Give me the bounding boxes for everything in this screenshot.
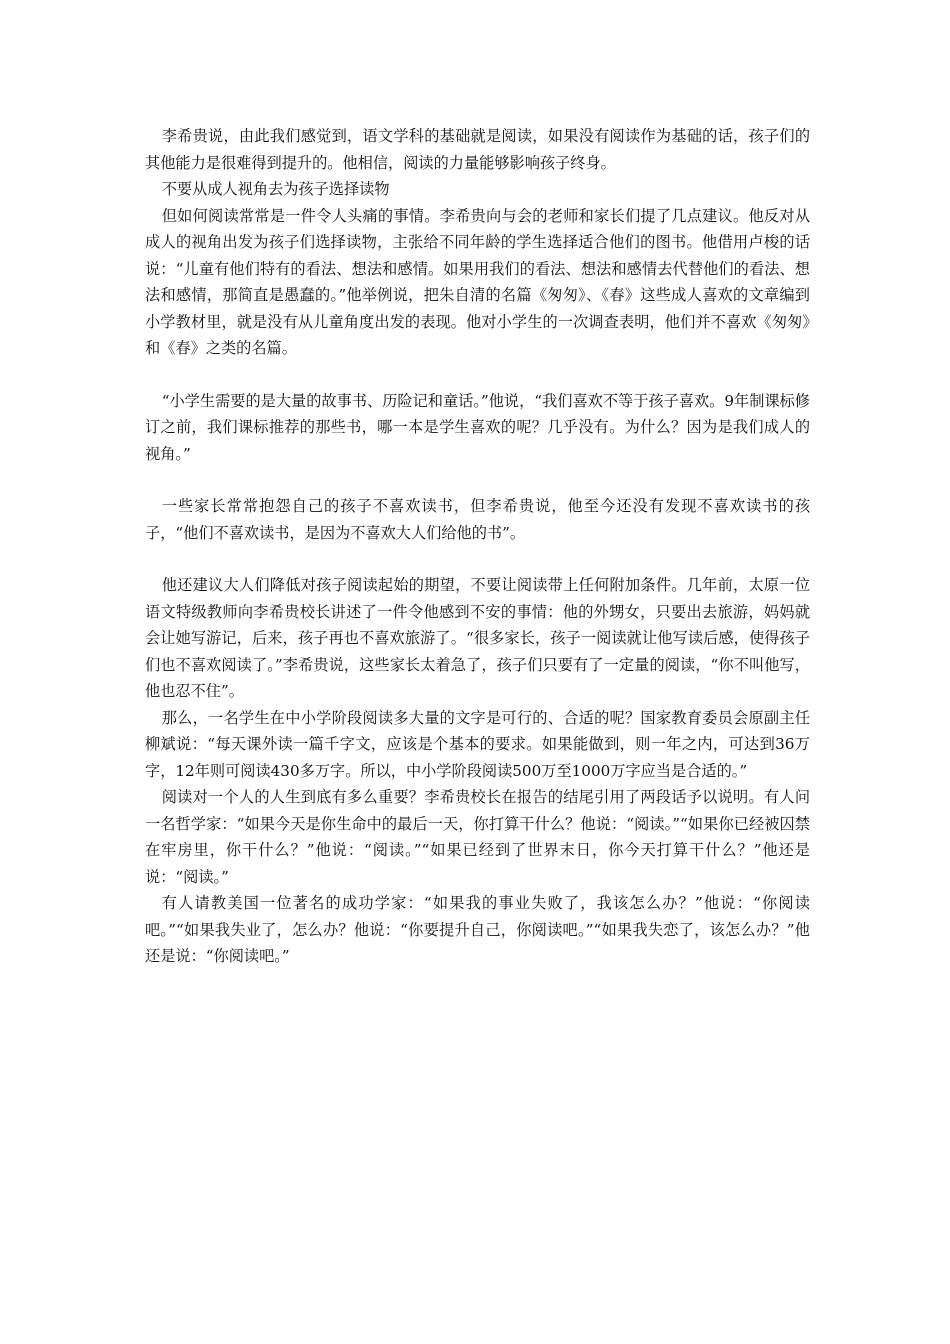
paragraph-success-expert: 有人请教美国一位著名的成功学家：“如果我的事业失败了，我该怎么办？”他说：“你阅读吧。”“如果我失业了，怎么办？他说：“你要提升自己，你阅读吧。”“如果我失恋了，该怎么办？”他还是说：“你阅读吧。” [145,894,810,965]
section-heading: 不要从成人视角去为孩子选择读物 [161,180,390,198]
paragraph-adult-perspective: 但如何阅读常常是一件令人头痛的事情。李希贵向与会的老师和家长们提了几点建议。他反对从成人的视角出发为孩子们选择读物，主张给不同年龄的学生选择适合他们的图书。他借用卢梭的话说：“儿童有他们特有的看法、想法和感情。如果用我们的看法、想法和感情去代替他们的看法、想法和感情，那简直是愚蠢的。”他举例说，把朱自清的名篇《匆匆》、《春》这些成人喜欢的文章编到小学教材里，就是没有从儿童角度出发的表现。他对小学生的一次调查表明，他们并不喜欢《匆匆》和《春》之类的名篇。 [145,206,810,357]
paragraph-reading-foundation: 李希贵说，由此我们感觉到，语文学科的基础就是阅读，如果没有阅读作为基础的话，孩子们的其他能力是很难得到提升的。他相信，阅读的力量能够影响孩子终身。 [145,127,810,172]
paragraph-philosopher: 阅读对一个人的人生到底有多么重要？李希贵校长在报告的结尾引用了两段话予以说明。有人问一名哲学家：“如果今天是你生命中的最后一天，你打算干什么？他说：“阅读。”“如果你已经被囚禁在牢房里，你干什么？”他说：“阅读。”“如果已经到了世界末日，你今天打算干什么？”他还是说：“阅读。” [145,788,810,886]
paragraph-parents-complain: 一些家长常常抱怨自己的孩子不喜欢读书，但李希贵说，他至今还没有发现不喜欢读书的孩子，“他们不喜欢读书，是因为不喜欢大人们给他的书”。 [145,497,810,542]
document-body [145,123,810,970]
paragraph-lower-expectations: 他还建议大人们降低对孩子阅读起始的期望，不要让阅读带上任何附加条件。几年前，太原一位语文特级教师向李希贵校长讲述了一件令他感到不安的事情：他的外甥女，只要出去旅游，妈妈就会让她写游记，后来，孩子再也不喜欢旅游了。“很多家长，孩子一阅读就让他写读后感，使得孩子们也不喜欢阅读了。”李希贵说，这些家长太着急了，孩子们只要有了一定量的阅读，“你不叫他写，他也忍不住”。 [145,576,810,700]
paragraph-story-books: “小学生需要的是大量的故事书、历险记和童话。”他说，“我们喜欢不等于孩子喜欢。9年制课标修订之前，我们课标推荐的那些书，哪一本是学生喜欢的呢？几乎没有。为什么？因为是我们成人的视角。” [145,391,810,463]
paragraph-reading-amount: 那么，一名学生在中小学阶段阅读多大量的文字是可行的、合适的呢？国家教育委员会原副主任柳斌说：“每天课外读一篇千字文，应该是个基本的要求。如果能做到，则一年之内，可达到36万字，12年则可阅读430多万字。所以，中小学阶段阅读500万至1000万字应当是合适的。” [145,708,810,780]
